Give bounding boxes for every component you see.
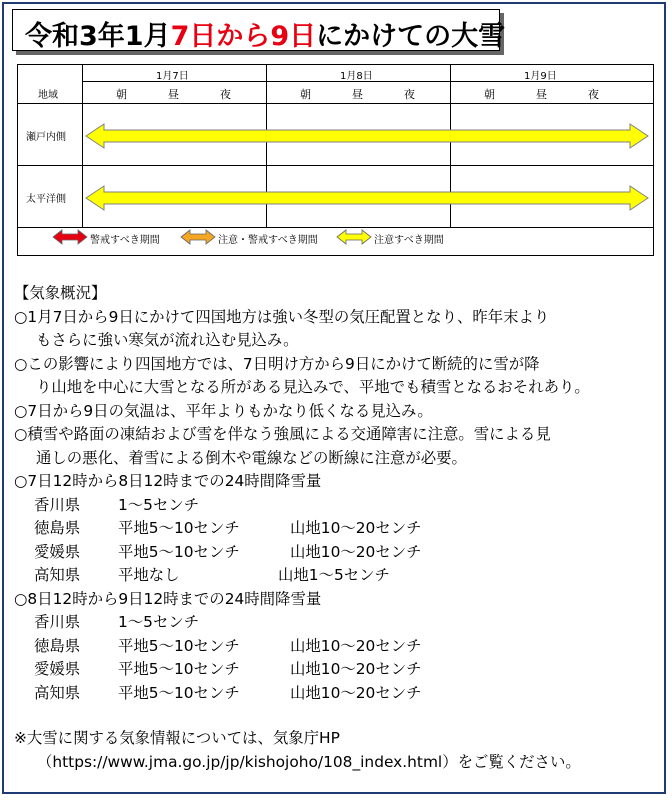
time-label: 朝 (116, 88, 127, 101)
jma-note: ※大雪に関する気象情報については、気象庁HP (14, 729, 340, 747)
overview-line: ○7日から9日の気温は、平年よりもかなり低くなる見込み。 (14, 401, 433, 420)
snowfall-row: 香川県 1～5センチ (34, 613, 200, 631)
time-label: 朝 (484, 88, 495, 101)
overview-line: り山地を中心に大雪となる所がある見込みで、平地でも積雪となるおそれあり。 (36, 378, 590, 396)
day-header: 1月8日 (340, 71, 373, 82)
snowfall-row: 徳島県 平地5～10センチ 山地10～20センチ (34, 519, 422, 537)
overview-line: ○積雪や路面の凍結および雪を伴なう強風による交通障害に注意。雪による見 (14, 425, 551, 443)
region-header: 地域 (38, 90, 58, 101)
day-header: 1月7日 (156, 71, 189, 82)
title-box (12, 9, 506, 52)
schedule-table (17, 64, 654, 256)
overview-line: ○1月7日から9日にかけて四国地方は強い冬型の気圧配置となり、昨年末より (14, 307, 550, 326)
region-label: 太平洋側 (26, 194, 66, 205)
weather-overview (14, 282, 664, 774)
jma-url: （https://www.jma.go.jp/jp/kishojoho/108_index.html）をご覧ください。 (37, 752, 581, 771)
yellow-arrow-icon (336, 229, 372, 245)
snowfall-heading: ○8日12時から9日12時までの24時間降雪量 (14, 589, 322, 608)
overview-line: もさらに強い寒気が流れ込む見込み。 (36, 331, 299, 349)
time-label: 夜 (220, 88, 231, 101)
region-label: 瀬戸内側 (26, 132, 66, 143)
overview-line: ○この影響により四国地方では、7日明け方から9日にかけて断続的に雪が降 (14, 354, 540, 373)
snow-period-arrow-setouchi (84, 122, 650, 150)
orange-arrow-icon (180, 229, 216, 245)
page-title: 令和3年1月7日から9日にかけての大雪 (25, 21, 506, 52)
snowfall-row: 愛媛県 平地5～10センチ 山地10～20センチ (34, 542, 422, 561)
snow-period-arrow-pacific (84, 184, 650, 212)
overview-heading: 【気象概況】 (14, 284, 107, 302)
time-label: 昼 (168, 88, 179, 101)
red-arrow-icon (52, 229, 88, 245)
time-label: 朝 (300, 88, 311, 101)
time-label: 昼 (352, 88, 363, 101)
snowfall-row: 高知県 平地5～10センチ 山地10～20センチ (34, 683, 422, 702)
snowfall-row: 高知県 平地なし 山地1～5センチ (34, 566, 390, 584)
snowfall-row: 愛媛県 平地5～10センチ 山地10～20センチ (34, 660, 422, 678)
snowfall-row: 徳島県 平地5～10センチ 山地10～20センチ (34, 636, 422, 655)
snowfall-row: 香川県 1～5センチ (34, 495, 200, 514)
snowfall-heading: ○7日12時から8日12時までの24時間降雪量 (14, 472, 322, 490)
day-header: 1月9日 (524, 71, 557, 82)
time-label: 夜 (588, 88, 599, 101)
time-label: 夜 (404, 88, 415, 101)
time-label: 昼 (536, 88, 547, 101)
overview-line: 通しの悪化、着雪による倒木や電線などの断線に注意が必要。 (36, 448, 467, 467)
